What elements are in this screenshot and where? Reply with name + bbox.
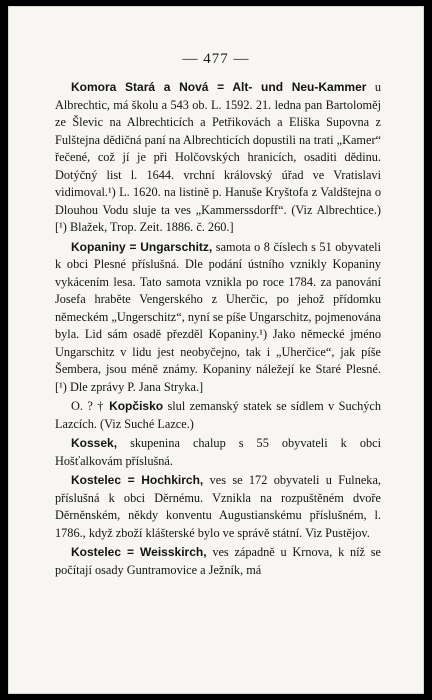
entry-text: ves západně u Krnova, k níž se počítají osady Guntramovice a Ježník, má (55, 545, 382, 577)
entry-text: samota o 8 číslech s 51 obyvateli k obci Plesné příslušná. Dle podání ústního vznikly Kopaniny vykácením lesa. Tato samota vznikla po roce 1784. za panování Josefa hraběte Vengerského z Uherčic, po jehož přídomku německém „Ungerschitz“, nyní se píše Ungarschitz, pojmenována byla. Lid sám osadě přezděl Kopaniny.¹) Jako německé jméno Ungarschitz v lidu jest neobyčejno, tak i „Uherčice“, jak píše Šembera, jsou méně známy. Kopaniny náležejí ke Staré Plesné. [¹) Dle zprávy P. Jana Stryka.] (55, 239, 382, 394)
entry-kopaniny (55, 239, 381, 397)
text-block (55, 79, 381, 581)
entry-headword: Kostelec = Weisskirch, (71, 545, 207, 559)
entry-text: u Albrechtic, má školu a 543 ob. L. 1592. 21. ledna pan Bartoloměj ze Šlevic na Albrechticích a Petřikovách a Eliška Supovna z Fulštejna dědičná paní na Albrechticích dopustili na trati „Kamer“ řečené, což jí je při Holčovských hranicích, osaditi dědinu. Dotýčný list l. 1644. vrchní královský úřad ve Vratislavi vidimoval.¹) L. 1620. na listině p. Hanuše Kryštofa z Valdštejna o Dlouhou Vodu sluje ta ves „Kammerssdorff“. (Viz Albrechtice.) [¹) Blažek, Trop. Zeit. 1886. č. 260.] (55, 80, 382, 234)
entry-headword: Kostelec = Hochkirch, (71, 473, 204, 487)
entry-kossek (55, 435, 381, 470)
entry-text: ves se 172 obyvateli u Fulneka, příslušná k obci Děrnému. Vznikla na rozpuštěném dvoře Děrněnském, někdy konventu Augustianskému příslušném, l. 1786., když zboží klášterské bylo ve správě státní. Viz Pustějov. (55, 473, 381, 540)
entry-komora (55, 79, 381, 237)
entry-prefix: O. ? † (71, 399, 110, 413)
entry-headword: Komora Stará a Nová = Alt- und Neu-Kammer (71, 80, 367, 94)
entry-kostelec-hochkirch (55, 472, 381, 542)
entry-headword: Kopčisko (109, 399, 164, 413)
page-number: — 477 — (182, 51, 250, 67)
entry-headword: Kopaniny = Ungarschitz, (71, 239, 213, 254)
entry-text: slul zemanský statek se sídlem v Suchých Lazcích. (Viz Suché Lazce.) (55, 399, 381, 431)
entry-text: skupenina chalup s 55 obyvateli k obci Hošťalkovám příslušná. (55, 436, 381, 468)
entry-kostelec-weisskirch (55, 544, 381, 579)
entry-headword: Kossek, (71, 436, 118, 450)
book-page (8, 6, 424, 694)
entry-kopcisko (55, 398, 381, 433)
